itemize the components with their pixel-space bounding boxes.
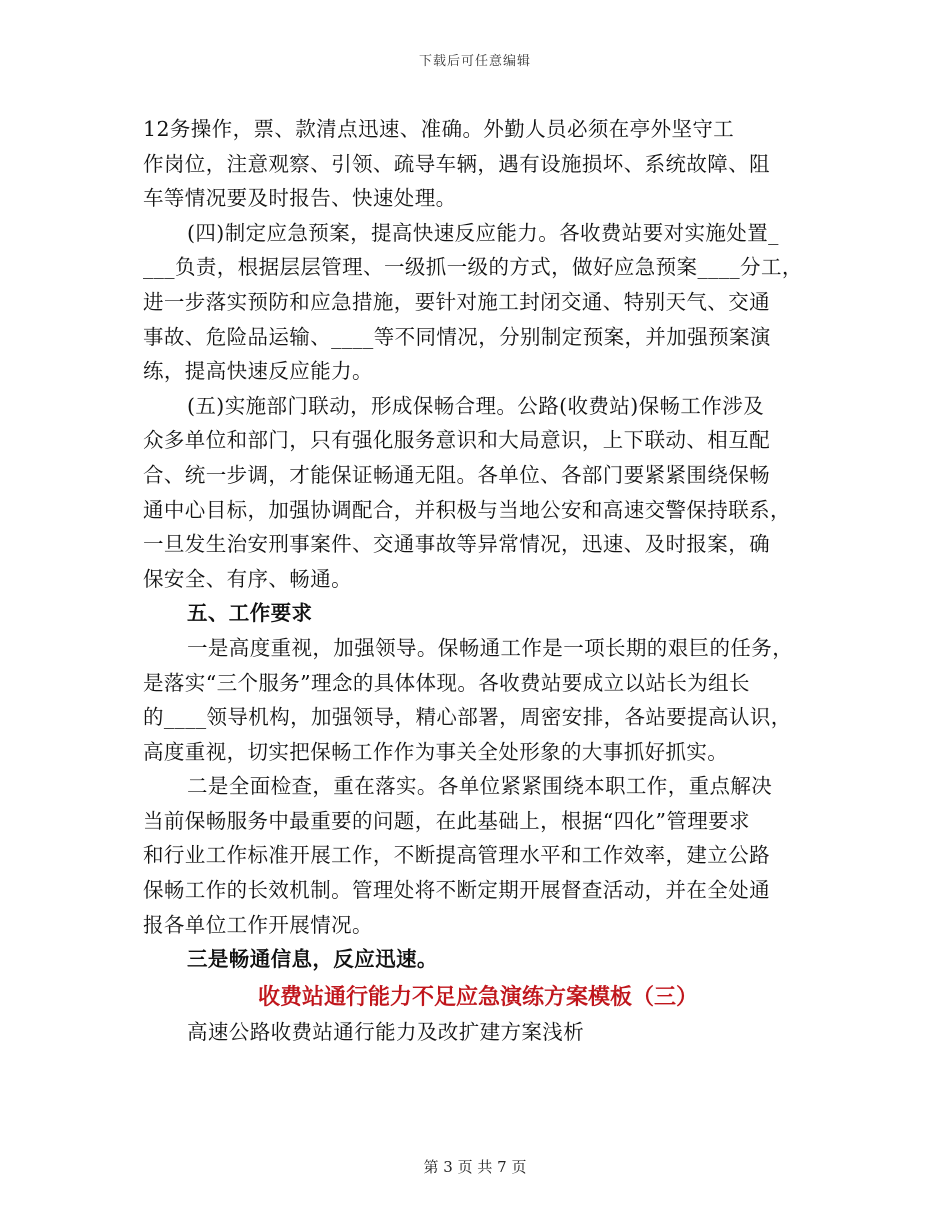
paragraph-line: 和行业工作标准开展工作，不断提高管理水平和工作效率，建立公路	[143, 843, 770, 868]
paragraph-line: 车等情况要及时报告、快速处理。	[143, 186, 457, 211]
bold-paragraph-line: 三是畅通信息，反应迅速。	[187, 947, 438, 972]
paragraph-line: ___负责，根据层层管理、一级抓一级的方式，做好应急预案____分工，	[143, 255, 803, 280]
paragraph-line: 12务操作，票、款清点迅速、准确。外勤人员必须在亭外坚守工	[143, 117, 735, 141]
paragraph-line: 事故、危险品运输、____等不同情况，分别制定预案，并加强预案演	[143, 324, 771, 349]
paragraph-line: 保畅工作的长效机制。管理处将不断定期开展督查活动，并在全处通	[143, 878, 770, 903]
paragraph-line: 进一步落实预防和应急措施，要针对施工封闭交通、特别天气、交通	[143, 289, 770, 314]
paragraph-line: 合、统一步调，才能保证畅通无阻。各单位、各部门要紧紧围绕保畅	[143, 462, 770, 487]
page-header: 下载后可任意编辑	[418, 54, 531, 69]
paragraph-line: 众多单位和部门，只有强化服务意识和大局意识，上下联动、相互配	[143, 428, 770, 453]
paragraph-line: (五)实施部门联动，形成保畅合理。公路(收费站)保畅工作涉及	[187, 393, 764, 418]
paragraph-line: 的____领导机构，加强领导，精心部署，周密安排，各站要提高认识，	[143, 705, 792, 730]
paragraph-line: 一是高度重视，加强领导。保畅通工作是一项长期的艰巨的任务，	[187, 635, 794, 660]
paragraph-line: 作岗位，注意观察、引领、疏导车辆，遇有设施损坏、系统故障、阻	[143, 151, 770, 176]
paragraph-line: 二是全面检查，重在落实。各单位紧紧围绕本职工作，重点解决	[187, 774, 773, 799]
paragraph-line: 练，提高快速反应能力。	[143, 359, 373, 384]
section-heading: 五、工作要求	[187, 601, 313, 626]
paragraph-line: 是落实“三个服务”理念的具体体现。各收费站要成立以站长为组长	[143, 670, 750, 695]
paragraph-line: 保安全、有序、畅通。	[143, 566, 352, 591]
document-body	[143, 112, 813, 1049]
paragraph-line: 当前保畅服务中最重要的问题，在此基础上，根据“四化”管理要求	[143, 808, 750, 833]
paragraph-line: 通中心目标，加强协调配合，并积极与当地公安和高速交警保持联系，	[143, 497, 791, 522]
paragraph-line: 高度重视，切实把保畅工作作为事关全处形象的大事抓好抓实。	[143, 739, 729, 764]
paragraph-line: (四)制定应急预案，提高快速反应能力。各收费站要对实施处置_	[187, 220, 779, 245]
page-number: 第 3 页 共 7 页	[423, 1158, 527, 1176]
paragraph-line: 报各单位工作开展情况。	[143, 912, 373, 937]
section-title: 收费站通行能力不足应急演练方案模板（三）	[257, 983, 698, 1010]
paragraph-line: 一旦发生治安刑事案件、交通事故等异常情况，迅速、及时报案，确	[143, 532, 770, 557]
subtitle-line: 高速公路收费站通行能力及改扩建方案浅析	[187, 1019, 585, 1044]
